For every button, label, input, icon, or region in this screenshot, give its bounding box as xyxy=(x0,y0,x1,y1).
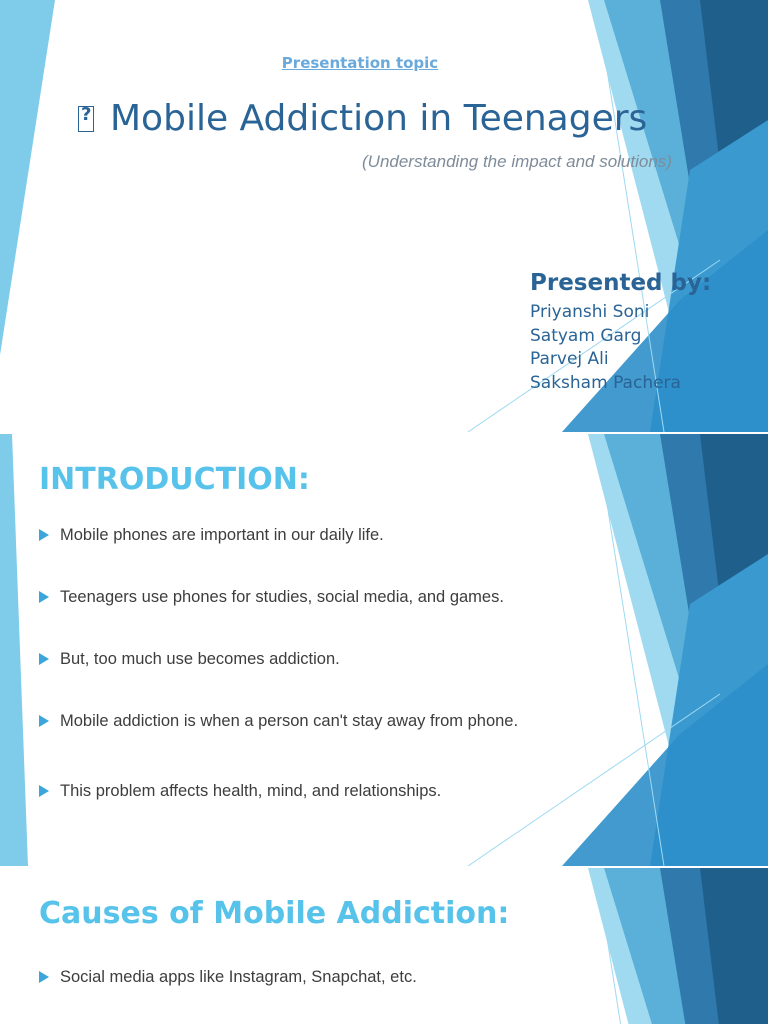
introduction-slide xyxy=(0,434,768,866)
section-heading: Causes of Mobile Addiction: xyxy=(39,896,510,931)
slide-decoration xyxy=(0,868,768,1024)
causes-slide xyxy=(0,868,768,1024)
bullet-arrow-icon xyxy=(39,529,49,541)
presentation-topic-link[interactable]: Presentation topic xyxy=(281,54,439,72)
bullet-arrow-icon xyxy=(39,785,49,797)
presenter-name: Parvej Ali xyxy=(530,349,609,369)
bullet-arrow-icon xyxy=(39,653,49,665)
presenter-name: Saksham Pachera xyxy=(530,372,681,393)
bullet-text: Mobile phones are important in our daily life. xyxy=(60,526,384,544)
bullet-text: Teenagers use phones for studies, social media, and games. xyxy=(60,588,504,606)
presenter-name: Satyam Garg xyxy=(530,325,642,346)
bullet-text: This problem affects health, mind, and relationships. xyxy=(60,782,442,800)
bullet-arrow-icon xyxy=(39,715,49,727)
bullet-text: But, too much use becomes addiction. xyxy=(60,650,340,668)
missing-glyph-icon xyxy=(78,106,94,132)
slide-title xyxy=(78,98,647,139)
title-slide xyxy=(0,0,768,432)
presenter-list xyxy=(530,301,681,395)
presenter-name: Priyanshi Soni xyxy=(530,302,650,322)
presented-by-heading: Presented by: xyxy=(530,270,712,296)
bullet-arrow-icon xyxy=(39,971,49,983)
bullet-text: Mobile addiction is when a person can't stay away from phone. xyxy=(60,712,519,730)
bullet-arrow-icon xyxy=(39,591,49,603)
bullet-text: Social media apps like Instagram, Snapchat, etc. xyxy=(60,968,417,986)
section-heading: INTRODUCTION: xyxy=(39,462,310,497)
slide-title-text: Mobile Addiction in Teenagers xyxy=(110,98,648,139)
slide-subtitle: (Understanding the impact and solutions) xyxy=(362,152,672,171)
